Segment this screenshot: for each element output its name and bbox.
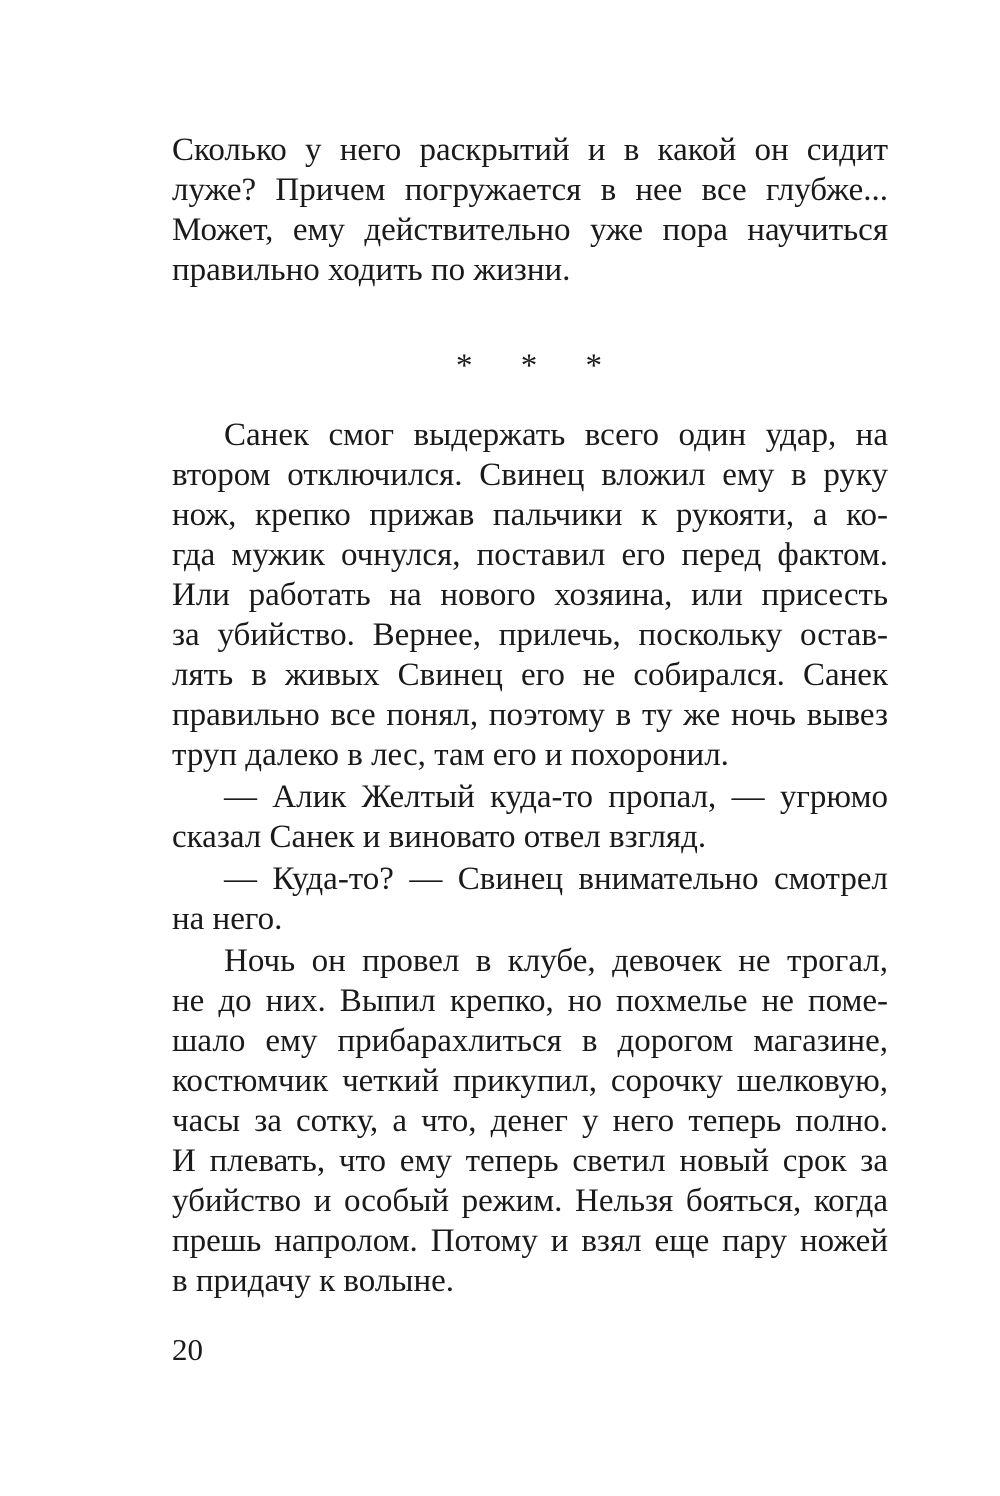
text-line: сказал Санек и виновато отвел взгляд.: [172, 819, 707, 855]
text-line: правильно ходить по жизни.: [172, 252, 571, 288]
text-line: за убийство. Вернее, прилечь, поскольку остав-: [172, 617, 888, 653]
separator-star: *: [456, 348, 473, 384]
text-line: Сколько у него раскрытий и в какой он сидит: [172, 132, 888, 168]
text-line: лять в живых Свинец его не собирался. Санек: [172, 657, 888, 693]
text-line: нож, крепко прижав пальчики к рукояти, а ко-: [172, 497, 888, 533]
text-line: не до них. Выпил крепко, но похмелье не поме-: [172, 983, 888, 1019]
text-line: — Куда-то? — Свинец внимательно смотрел: [224, 861, 888, 897]
text-line: на него.: [172, 901, 283, 937]
text-line: Санек смог выдержать всего один удар, на: [224, 417, 888, 453]
text-line: в придачу к волыне.: [172, 1263, 455, 1299]
text-line: луже? Причем погружается в нее все глубже...: [172, 172, 888, 208]
text-line: Или работать на нового хозяина, или присесть: [172, 577, 888, 613]
text-line: убийство и особый режим. Нельзя бояться, когда: [172, 1183, 888, 1219]
page-number: 20: [172, 1332, 203, 1367]
text-line: Может, ему действительно уже пора научиться: [172, 212, 888, 248]
text-line: часы за сотку, а что, денег у него теперь полно.: [172, 1103, 888, 1139]
text-line: втором отключился. Свинец вложил ему в руку: [172, 457, 888, 493]
text-line: шало ему прибарахлиться в дорогом магазине,: [172, 1023, 888, 1059]
text-line: И плевать, что ему теперь светил новый срок за: [172, 1143, 888, 1179]
text-line: правильно все понял, поэтому в ту же ночь вывез: [172, 697, 888, 733]
separator-star: *: [520, 348, 538, 384]
text-line: труп далеко в лес, там его и похоронил.: [172, 737, 729, 773]
section-separator: [456, 346, 602, 386]
text-line: костюмчик четкий прикупил, сорочку шелковую,: [172, 1063, 888, 1099]
text-line: гда мужик очнулся, поставил его перед фактом.: [172, 537, 888, 573]
separator-star: *: [585, 348, 602, 384]
text-line: Ночь он провел в клубе, девочек не трогал,: [224, 943, 888, 979]
text-line: прешь напролом. Потому и взял еще пару ножей: [172, 1223, 888, 1259]
text-line: — Алик Желтый куда-то пропал, — угрюмо: [224, 779, 888, 815]
